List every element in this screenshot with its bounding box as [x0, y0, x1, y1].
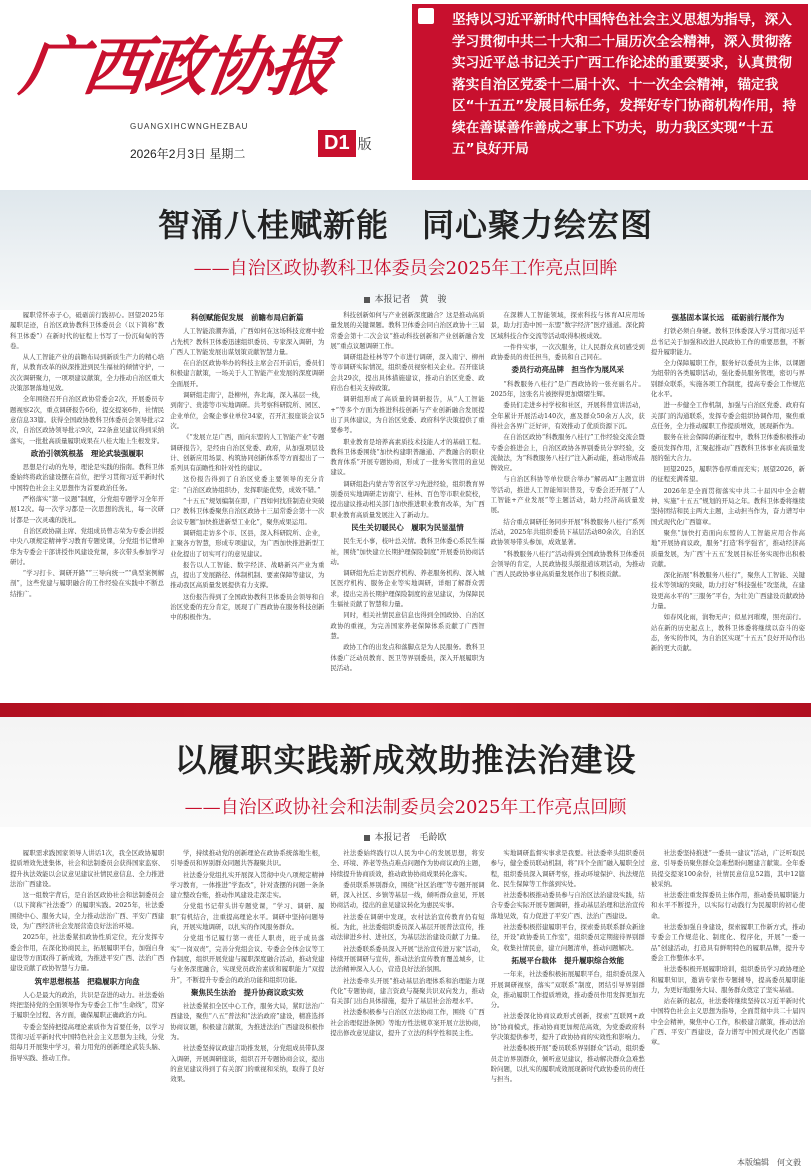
article2-column — [10, 848, 164, 1156]
article1-body — [10, 310, 805, 696]
paragraph: 这一组数字背后，是自治区政协社会和法制委员会（以下简称“社法委”）的履职实践。2025年，社法委围绕中心、服务大局，全力推动法治广西、平安广西建设，为广西经济社会发展营造良好法治环境。 — [10, 891, 165, 931]
paragraph: 报告以人工智能、数字经济、战略新兴产业为重点，提出了发展路径、体制机制、要素保障等建议，为推动我区高质量发展提供有力支撑。 — [170, 560, 325, 590]
paragraph: 自治区政协副主席、党组成员曾志荣为专委会讲授中央八项规定精神学习教育专题党课，分党组书记曹坤华为专委会干部讲授作风建设党课，多次带头参加学习研讨。 — [10, 526, 165, 566]
logo-pinyin: GUANGXIHCWNGHEZBAU — [130, 122, 249, 131]
article2-body — [10, 848, 805, 1156]
paragraph: 社法委积极开展履职培训，组织委员学习政协理论和履职知识，邀请专家作专题辅导，提高委员履职能力，为更好地服务大局、服务群众奠定了坚实基础。 — [650, 965, 806, 994]
paragraph: 专委会坚持把提高理论素质作为首要任务，以学习贯彻习近平新时代中国特色社会主义思想为主线，分党组每月开展集中学习，着力用党的创新理论武装头脑、指导实践、推动工作。 — [10, 1022, 165, 1062]
article1-column — [491, 310, 645, 696]
paragraph: 调研组赴内蒙古等省区学习先进经验，组织教育界别委员实地调研走访南宁、桂林、百色等市职业院校，提出建议推动相关部门加快推进职业教育改革，为广西职业教育高质量发展注入了新动力。 — [330, 479, 485, 519]
paragraph: 职业教育是培养高素质技术技能人才的基础工程。教科卫体委围绕“加快构建职普融通、产教融合的职业教育体系”开展专题协商，形成了一批务实管用的意见建议。 — [330, 437, 485, 477]
paragraph: 站在新的起点，社法委将继续坚持以习近平新时代中国特色社会主义思想为指导，全面贯彻中共二十届四中全会精神，聚焦中心工作，积极建言献策，推动法治广西、平安广西建设，奋力谱写中国式现代化广西篇章。 — [650, 997, 806, 1047]
byline-square-icon — [364, 835, 370, 841]
article2-column — [170, 848, 324, 1156]
section-heading: 聚焦民生法治 提升协商议政实效 — [191, 987, 304, 997]
paragraph: 结合重点调研任务同步开展“科教服务八桂行”系列活动，2025年共组织委员下基层活动80余次，自治区政协领导带头参加，成效显著。 — [490, 517, 645, 547]
section-heading: 强基固本谋长远 砥砺前行展作为 — [671, 313, 785, 322]
section-heading: 拓展平台载体 提升履职综合效能 — [511, 955, 624, 965]
paragraph: 进一步健全工作机制，加强与自治区党委、政府有关部门的沟通联系，发挥专委会组织协调作用，聚焦重点任务，全力推动履职工作提质增效，展现新作为。 — [650, 401, 806, 430]
paragraph: 社法委积极开展“委员联系界别群众”活动，组织委员走访界别群众，倾听意见建议，推动解决群众急难愁盼问题，以扎实的履职成效展现新时代政协委员的责任与担当。 — [490, 1044, 645, 1084]
paragraph: 科技创新如何与产业创新深度融合？这是推动高质量发展的关键课题。教科卫体委会同自治区政协十三届常委会第十二次会议“推动科技创新和产业创新融合发展”重点议题调研工作。 — [330, 311, 485, 350]
article2-column — [651, 848, 805, 1156]
masthead — [0, 0, 811, 190]
paragraph: 全力保障履职工作，服务好以委员为主体，以课题为纽带的各类履职活动，强化委员服务管理，密切与界别群众联系，实施各项工作制度，提高专委会工作规范化水平。 — [650, 359, 806, 399]
paragraph: 社法委始终践行以人民为中心的发展思想，将安全、环境、养老等热点难点问题作为协商议政的主题，持续提升协商质效，推动政协协商成果转化落实。 — [330, 849, 485, 878]
paragraph: 调研组先后走访医疗机构、养老服务机构、深入城区医疗机构、服务企业等实地调研，详细了解群众需求，提出完善长期护理保险制度的意见建议，为保障民生福祉贡献了智慧和力量。 — [330, 569, 485, 609]
paragraph: 调研组走访多个市、区县，深入科研院所、企业，汇聚各方智慧，形成专项建议，为广西加快推进新型工业化提出了切实可行的意见建议。 — [170, 528, 325, 558]
paragraph: 社法委坚持推进“一委员一建议”活动，广泛听取民意、引导委员聚焦群众急难愁盼问题建言献策。全年委员提交提案100余份，社情民意信息52篇，其中12篇被采纳。 — [650, 849, 806, 888]
paragraph: 思想是行动的先导，理论是实践的指南。教科卫体委始终将政治建设摆在首位，把学习贯彻习近平新时代中国特色社会主义思想作为首要政治任务。 — [10, 463, 165, 492]
paragraph: 在自治区政协“科教服务八桂行”工作经验交流会暨专委会推进会上，自治区政协各界别委员分享经验，交流做法，为“科教服务八桂行”注入新动能，推动形成品牌效应。 — [490, 433, 645, 473]
paragraph: 社法委坚持议政建言助推发展，分党组成员带队深入调研，开展调研座谈，组织召开专题协商会议，提出的意见建议得到了有关部门的重视和采纳，取得了良好效果。 — [170, 1044, 325, 1084]
newspaper-logo[interactable]: 广西政协报 — [15, 30, 337, 105]
paragraph: 在深耕人工智能领域，探索科技与体育AI应用场景，助力打造中国一东盟“数字经济”医疗通道。深化跨区域科技合作交流等活动取得积极成效。 — [490, 311, 645, 340]
paragraph: “学习打卡、调研开路”“三导向统一”“典型案例解剖”，这些党建与履职融合的工作经验在实践中不断总结推广。 — [10, 569, 165, 598]
section-heading: 民生关切暖民心 履职为民显温情 — [351, 522, 464, 532]
section-heading: 科创赋能促发展 前瞻布局启新篇 — [191, 313, 304, 322]
paragraph: 社法委加强自身建设，探索履职工作新方式，推动专委会工作规范化、制度化、程序化，开展“一委一品”创建活动，打造具有鲜明特色的履职品牌，提升专委会工作整体水平。 — [650, 923, 806, 962]
article1-byline-text: 本报记者 黄 骏 — [374, 295, 447, 305]
paragraph: 回望2025，履职答卷厚重而充实；展望2026，新的征程充满希望。 — [650, 465, 806, 484]
article2-byline-text: 本报记者 毛龄欧 — [374, 833, 447, 843]
byline-square-icon — [364, 297, 370, 303]
article1-headline[interactable]: 智涌八桂赋新能 同心聚力绘宏图 — [157, 206, 653, 244]
paragraph: 社法委联系委员深入开展“法治宣传进万家”活动，持续开展调研与宣传，推动法治宣传教育覆盖城乡，让法治精神深入人心，营造良好法治氛围。 — [330, 944, 485, 974]
paragraph: 社法委在调研中发现，农村法治宣传教育仍有短板。为此，社法委组织委员深入基层开展普法宣传，推动法律进乡村、进社区，为基层法治建设贡献了力量。 — [330, 912, 485, 942]
paragraph: 委员们走进乡村学校和社区，开展科普宣讲活动，全年累计开展活动140次，惠及群众50余万人次，获得社会各界广泛好评，有效推动了优质资源下沉。 — [490, 401, 645, 430]
paragraph: 《“发展立足广西，面向东盟的人工智能产业”专题调研报告》，是经由自治区党委、政府，从加强项层设计、创新应用场景、构筑协同创新体系等方面提出了一系列具有前瞻性和针对性的建议。 — [170, 433, 325, 473]
paragraph: 在自治区政协举办的科技主席会召开前后，委员们积极建言献策，一场关于人工智能产业发展的深度调研全面展开。 — [170, 359, 325, 388]
paragraph: 服务在社会保障的新征程中，教科卫体委积极推动委员发挥作用，汇聚起推动广西教科卫体事业高质量发展的强大合力。 — [650, 433, 806, 462]
article2-column — [330, 848, 484, 1156]
paragraph: 人心是最大的政治，共识是奋进的动力。社法委始终把坚持党的全面领导作为专委会工作“生命线”，贯穿于履职全过程、各方面，确保履职正确政治方向。 — [10, 990, 165, 1020]
paragraph: 从人工智能产业的前瞻布局到新质生产力的精心培育，从教育改革的纵深推进到民生福祉的倾情守护，一次次调研聚力，一项项建议献策，全力推动自治区重大决策部署落地见效。 — [10, 353, 165, 393]
paragraph: 严格落实“第一议题”制度，分党组专题学习全年开展12次。每一次学习都是一次思想的洗礼，每一次研讨都是一次灵魂的洗礼。 — [10, 495, 165, 524]
paragraph: 实地调研监督实事求是我要。社法委牵头组织委员参与，健全委员联动机制，将“四个全面”融入履职全过程，组织委员深入调研考察，推动环境保护、执法规范化、民生保障等工作落到实处。 — [490, 849, 645, 888]
paragraph: 履职需求践国家领导人讲话1次，我全区政协履职提质增效先进集体，社会和法制委员会获得国家监察、提升执法效能以会议意见建议社情民意信息、全力推进法治广西建设。 — [10, 849, 165, 888]
article1-column — [170, 310, 324, 696]
article1-byline — [0, 292, 811, 305]
paragraph: 一件件实事，一次次服务，让人民群众真切感受到政协委员的责任担当，委员和自己同在。 — [490, 342, 645, 362]
paragraph: 调研组赴桂林等7个市进行调研，深入南宁、柳州等市调研实际情况，组织委员视察相关企业。召开座谈会共29次，提出具体措施建议，推动自治区党委、政府出台相关支持政策。 — [330, 353, 485, 393]
paragraph: 一年来，社法委积极拓展履职平台，组织委员深入开展调研视察，落实“双联系”制度，团结引导界别群众，推动履职工作提质增效，推动委员作用发挥更加充分。 — [490, 970, 645, 1010]
paragraph: 社法委积极搭建履职平台，探索委员联系群众新途径，开设“政协委员工作室”，组织委员定期接待界别群众，收集社情民意，建立问题清单，推动问题解决。 — [490, 923, 645, 952]
paragraph: 社法委注重发挥委员主体作用，推动委员履职能力和水平不断提升，以实际行动践行为民履职的初心使命。 — [650, 891, 806, 920]
section-heading: 政治引领筑根基 理论武装强履职 — [30, 448, 144, 458]
paragraph: 分党组书记履行第一责任人职责，班子成员落实“一岗双责”，完善分党组会议、专委会全体会议等工作制度，组织开展党建与履职深度融合活动，推动党建与业务深度融合，实现党员政治素质和履职能力“双提升”，不断提升专委会的政治功能和组织功能。 — [170, 934, 325, 984]
article2-byline — [0, 830, 811, 843]
paragraph: 民生无小事，枝叶总关情。教科卫体委心系民生福祉，围绕“加快建立长期护理保险制度”开展委员协商活动。 — [330, 537, 485, 566]
paragraph: 学，持续推动党的创新理论在政协系统落地生根，引导委员和界别群众同题共答凝聚共识。 — [170, 849, 325, 868]
paragraph: 社法委积极参与自治区立法协商工作，围绕《广西社会治理促进条例》等地方性法规草案开展立法协商，提出修改意见建议，提升了立法的科学性和民主性。 — [330, 1008, 485, 1038]
paragraph: 分党组书记带头讲专题党课，“学习、调研、履职”有机结合，注重提高理论水平。调研中坚持问题导向，开展实地调研，以扎实的作风服务群众。 — [170, 902, 325, 932]
paragraph: 社法委积极推动委员参与自治区法治建设实践，结合专委会实际开展专题调研，推动基层治理和法治宣传落地见效，有力促进了平安广西、法治广西建设。 — [490, 891, 645, 920]
issue-date: 2026年2月3日 星期二 — [130, 147, 246, 161]
paragraph: 如春风化雨，润物无声；似星河璀璨，照亮前行。站在新的历史起点上，教科卫体委将继续以奋斗的姿态，务实的作风，为自治区实现“十五五”良好开局作出新的更大贡献。 — [650, 613, 806, 653]
paragraph: 社法委分党组扎实开展深入贯彻中央八项规定精神学习教育，一体推进“学查改”，针对查摆的问题一条条建立整改台账，推动作风建设走深走实。 — [170, 870, 325, 900]
paragraph: “科教服务八桂行”活动得到全国政协教科卫体委员会领导的肯定，人民政协报头版报道该项活动，为推动广西人民政协事业高质量发展作出了积极贡献。 — [490, 549, 645, 579]
paragraph: 这份报告得到了自治区党委主要领导的充分肯定：“自治区政协组织办，发挥职能优势，成效不错。” — [170, 475, 325, 494]
paragraph: 人工智能浪潮奔涌，广西如何在这场科技竞赛中抢占先机？教科卫体委迅速组织委员、专家深入调研，为广西人工智能发展出谋划策贡献智慧力量。 — [170, 327, 325, 356]
article2-column — [491, 848, 645, 1156]
article2-subhead: ——自治区政协社会和法制委员会2025年工作亮点回顾 — [184, 797, 627, 818]
paragraph: 打铁必须自身硬。教科卫体委深入学习贯彻习近平总书记关于加强和改进人民政协工作的重要思想，不断提升履职能力。 — [650, 327, 806, 356]
edition-marker — [318, 130, 372, 157]
paragraph: 社法委深化协商议政形式创新，探索“互联网+政协”协商模式，推动协商更加规范高效，为党委政府科学决策提供参考，提升了政协协商的实效性和影响力。 — [490, 1012, 645, 1042]
paragraph: 社法委紧扣全区中心工作，服务大局，紧盯法治广西建设，聚焦“八五”普法和“法治政府”建设，精准选择协商议题，积极建言献策，为推进法治广西建设积极作为。 — [170, 1002, 325, 1042]
paragraph: “十五五”规划编制在即，广西如何找准制造业突破口？教科卫体委聚焦自治区政协十三届常委会第十一次会议专题“加快推进新型工业化”，聚焦成果运用。 — [170, 497, 325, 526]
paragraph: 社法委牵头开展“推动基层治理体系和治理能力现代化”专题协商，建言资政与凝聚共识双向发力，推动有关部门出台具体措施，提升了基层社会治理水平。 — [330, 976, 485, 1006]
paragraph: 2026年是全面贯彻落实中共二十届四中全会精神、实施“十五五”规划的开局之年。教科卫体委将继续坚持团结和民主两大主题，主动担当作为，奋力谱写中国式现代化广西篇章。 — [650, 486, 806, 526]
paragraph: 与自治区科协等单位联合举办“解码AI”主题宣讲等活动，推进人工智能知识普及，专委会还开展了“人工智能+产业发展”等主题活动，助力经济高质量发展。 — [490, 475, 645, 515]
paragraph: 政协工作的出发点和落脚点是为人民服务。教科卫体委广泛动员教育、医卫等界别委员，深入开展履职为民活动。 — [330, 643, 485, 672]
article1-column — [651, 310, 805, 696]
article1-column — [10, 310, 164, 696]
paragraph: 聚焦“加快打造面向东盟的人工智能应用合作高地”开展协商议政，服务“打造‘科学强省’，推动经济高质量发展，为广西‘十五五’发展目标任务实现作出积极贡献。 — [650, 528, 806, 568]
edition-badge: D1 — [318, 130, 356, 157]
paragraph: 调研组走南宁，赴柳州，奔北海，深入基层一线，到南宁、贵港等市实地调研。共考察科研院所、园区、企业单位，会聚企事业单位34家，召开汇报座谈会议5次。 — [170, 391, 325, 430]
paragraph: “科教服务八桂行”是广西政协的一张亮丽名片。2025年，这张名片被擦得更加熠熠生辉。 — [490, 379, 645, 399]
paragraph: 同时，相关社情民意信息也得到全国政协、自治区政协的重视，为完善国家养老保障体系贡献了广西智慧。 — [330, 611, 485, 640]
article1-column — [330, 310, 484, 696]
paragraph: 调研组形成了高质量的调研报告，从“人工智能+”等多个方面为推进科技创新与产业创新融合发展提出了具体建议，为自治区党委、政府科学决策提供了重要参考。 — [330, 395, 485, 435]
edition-suffix: 版 — [357, 136, 372, 152]
section-divider — [0, 703, 811, 717]
section-heading: 筑牢思想根基 把稳履职方向盘 — [34, 976, 140, 986]
paragraph: 委员联系界别群众，围绕“社区治理”等专题开展调研，深入社区、乡镇等基层一线，倾听群众意见，开展协商活动，提出的意见建议转化为惠民实事。 — [330, 880, 485, 910]
paragraph: 深化拓展“科教服务八桂行”，聚焦人工智能、关键技术等领域的突破，助力打好“科技强桂”攻坚战，在建设更高水平的“三服务”平台，为壮美广西建设贡献政协力量。 — [650, 571, 806, 611]
article1-subhead: ——自治区政协教科卫体委员会2025年工作亮点回眸 — [193, 258, 618, 279]
page-editor: 本版编辑 何文毅 — [737, 1158, 801, 1167]
article2-headline[interactable]: 以履职实践新成效助推法治建设 — [174, 741, 637, 779]
paragraph: 履职常怀赤子心，砥砺前行践初心。回望2025年履职足迹，自治区政协教科卫体委员会（以下简称“教科卫体委”）在新时代的征程上书写了一份沉甸甸的答卷。 — [10, 311, 165, 350]
section-heading: 委员行动亮品牌 担当作为展风采 — [511, 365, 624, 375]
slogan-banner: 坚持以习近平新时代中国特色社会主义思想为指导，深入学习贯彻中共二十大和二十届历次全会精神，深入贯彻落实习近平总书记关于广西工作论述的重要要求，认真贯彻落实自治区党委十二届十次、十一次全会精神，锚定我区“十五五”发展目标任务，发挥好专门协商机构作用，持续在善谋善作善成之事上下功夫，助力我区实现“十五五”良好开局 — [412, 4, 808, 180]
banner-square-icon — [418, 8, 434, 24]
paragraph: 这份报告得到了全国政协教科卫体委员会领导和自治区党委的充分肯定，展现了广西政协在服务科技创新中的积极作为。 — [170, 592, 325, 622]
paragraph: 全年围绕召开自治区政协常委会2次，开展委员专题视察2次，重点调研报告6份，提交提案6件，社情民意信息33篇。获得全国政协教科卫体委员会领导批示2次，自治区政协领导批示9次，22条意见建议得到采纳落实，一批批高质量履职成果在八桂大地上生根发芽。 — [10, 395, 165, 445]
paragraph: 2025年，社法委紧扣政协性质定位，充分发挥专委会作用，在深化协商民主，拓展履职平台，加强自身建设等方面取得了新成效，为推进平安广西、法治广西建设贡献了政协智慧与力量。 — [10, 933, 165, 973]
